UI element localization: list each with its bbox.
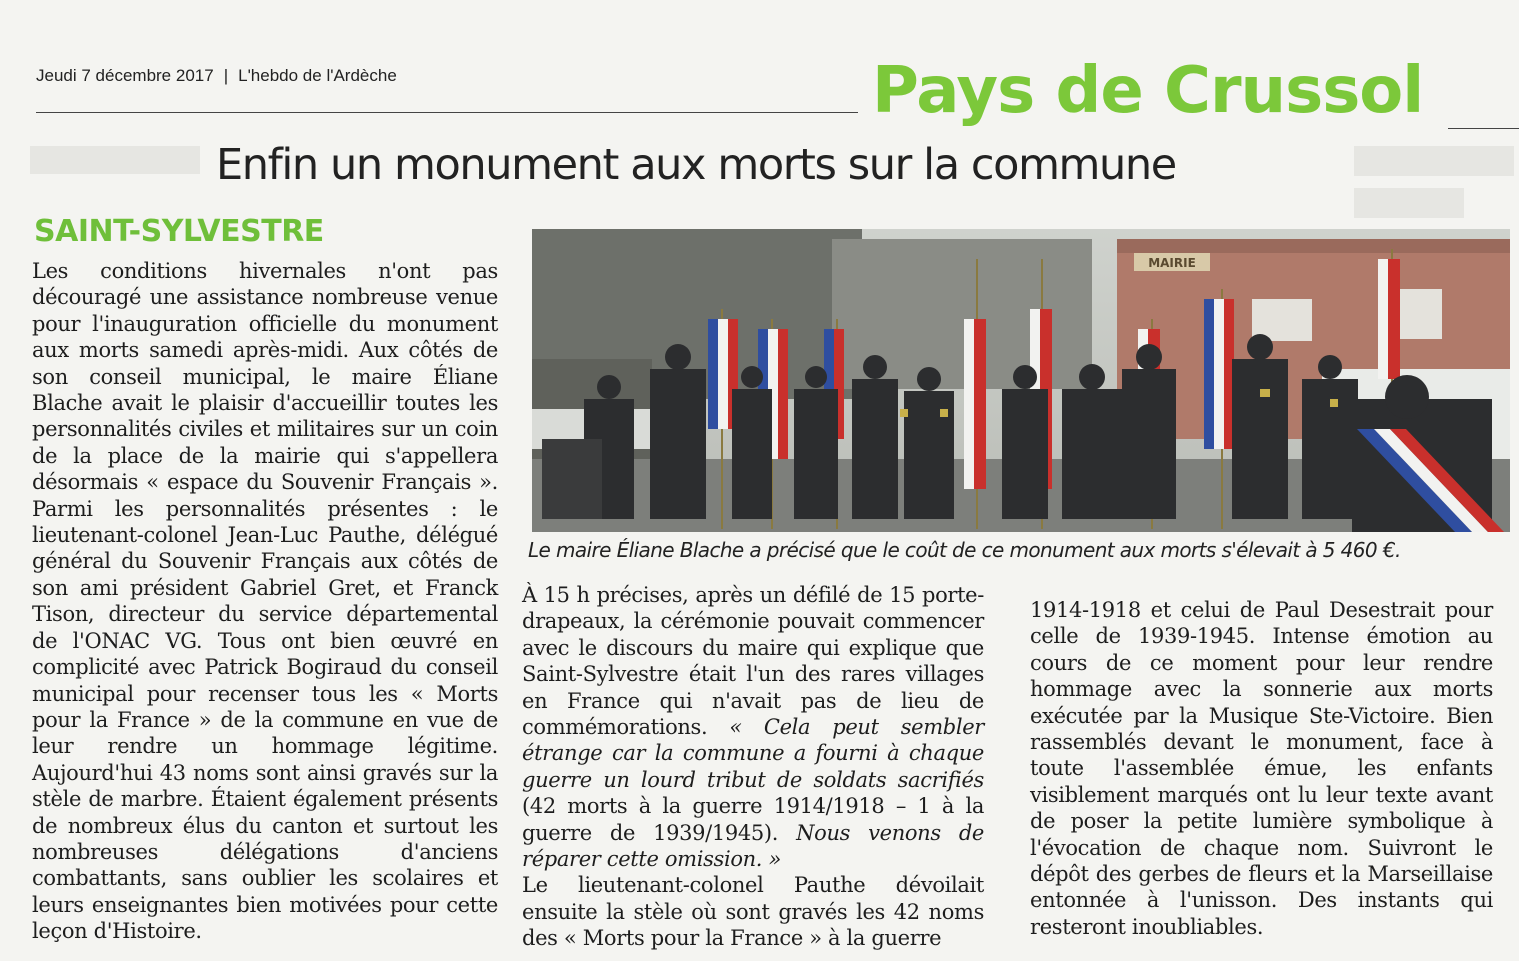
- dateline-location: SAINT-SYLVESTRE: [34, 214, 324, 249]
- article-column-1: Les conditions hivernales n'ont pas découragé une assistance nombreuse venue pour l'inauguration officielle du monument aux morts samedi après-midi. Aux côtés de son conseil municipal, le maire Éliane Blache avait le plaisir d'accueillir toutes les personnalités civiles et militaires sur un coin de la place de la mairie qui s'appellera désormais « espace du Souvenir Français ». Parmi les personnalités présentes : le lieutenant-colonel Jean-Luc Pauthe, délégué général du Souvenir Français aux côtés de son ami président Gabriel Gret, et Franck Tison, directeur du service départemental de l'ONAC VG. Tous ont bien œuvré en complicité avec Patrick Bogiraud du conseil municipal pour recenser tous les « Morts pour la France » de la commune en vue de leur rendre un hommage légitime. Aujourd'hui 43 noms sont ainsi gravés sur la stèle de marbre. Étaient également présents de nombreux élus du canton et surtout les nombreuses délégations d'anciens combattants, sans oublier les scolaires et leurs enseignantes bien motivées pour cette leçon d'Histoire.: [32, 259, 498, 944]
- issue-date: Jeudi 7 décembre 2017: [36, 66, 214, 85]
- col2-intro: À 15 h précises, après un défilé de 15 porte-drapeaux, la cérémonie pouvait commencer avec le discours du maire qui explique que Saint-Sylvestre était l'un des rares villages en France qui n'avait pas de lieu de commémorations.: [522, 583, 984, 740]
- ceremony-photo: [532, 229, 1510, 532]
- header-rule-right: [1448, 128, 1519, 129]
- bleed-through-right: [1350, 136, 1518, 232]
- section-title: Pays de Crussol: [872, 54, 1424, 128]
- header-separator: |: [223, 66, 229, 85]
- col2-figures: (42 morts à la guerre 1914/1918 – 1 à la guerre de 1939/1945).: [522, 794, 984, 845]
- col2-quote-part-2: Nous venons de réparer cette omission. »: [522, 820, 984, 872]
- col2-paragraph-2: Le lieutenant-colonel Pauthe dévoilait ensuite la stèle où sont gravés les 42 noms des « Morts pour la France » à la guerre: [522, 873, 984, 951]
- photo-caption: Le maire Éliane Blache a précisé que le coût de ce monument aux morts s'élevait à 5 460 €.: [528, 538, 1401, 562]
- bleed-through-left: [30, 138, 210, 184]
- header-rule-left: [36, 112, 858, 113]
- issue-info: [36, 66, 397, 86]
- article-headline: Enfin un monument aux morts sur la commune: [216, 140, 1176, 190]
- col2-quote-part-1: « Cela peut sembler étrange car la commune a fourni à chaque guerre un lourd tribut de soldats sacrifiés: [522, 715, 984, 792]
- article-column-2: [522, 582, 984, 952]
- article-column-3: 1914-1918 et celui de Paul Desestrait pour celle de 1939-1945. Intense émotion au cours de ce moment pour leur rendre hommage avec la sonnerie aux morts exécutée par la Musique Ste-Victoire. Bien rassemblés devant le monument, face à toute l'assemblée émue, les enfants visiblement marqués ont lu leur texte avant de poser la petite lumière symbolique à l'évocation de chaque nom. Suivront le dépôt des gerbes de fleurs et la Marseillaise entonnée à l'unisson. Des instants qui resteront inoubliables.: [1030, 598, 1493, 939]
- publication-name: L'hebdo de l'Ardèche: [238, 66, 397, 85]
- building-sign: MAIRIE: [1148, 256, 1196, 270]
